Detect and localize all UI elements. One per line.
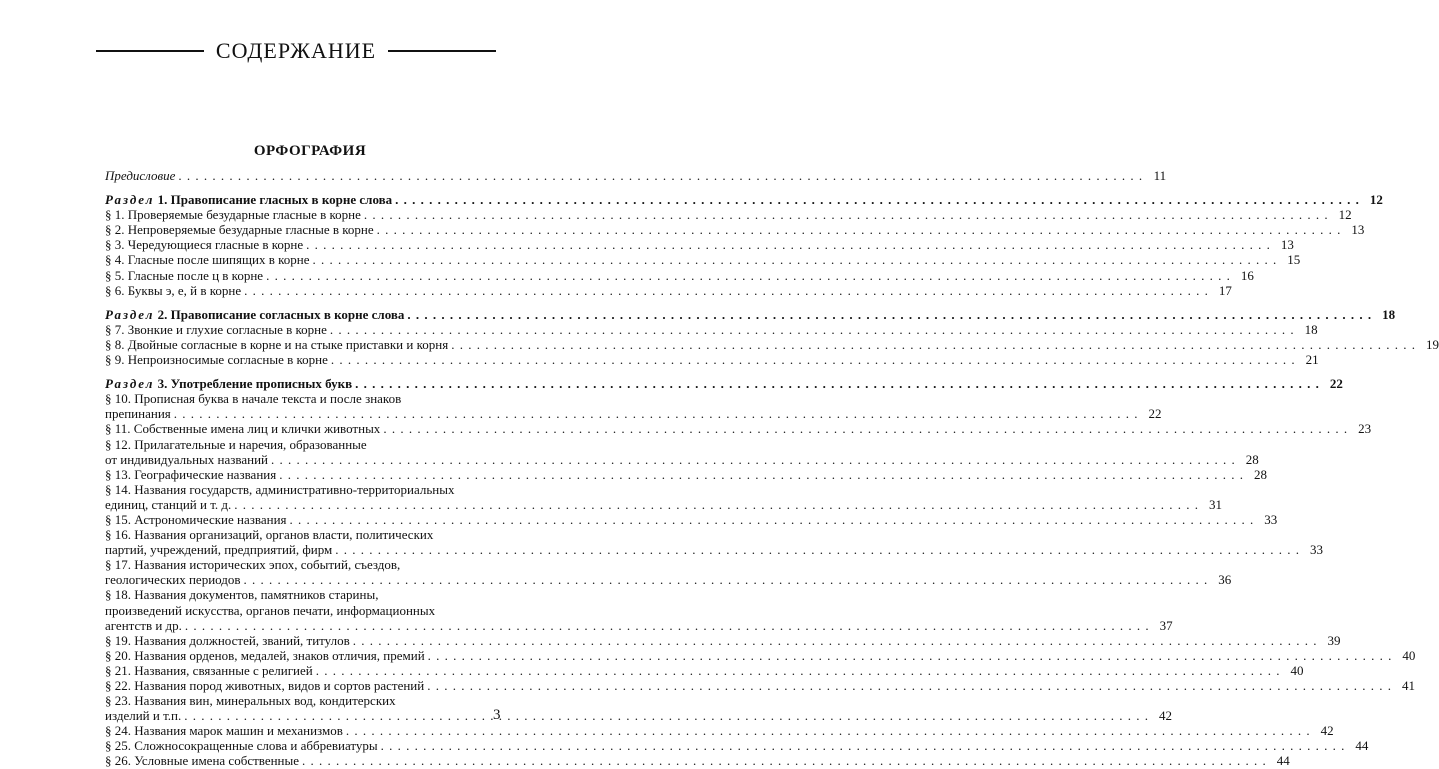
toc-entry[interactable] (105, 557, 515, 572)
toc-entry[interactable] (105, 437, 515, 452)
toc-entry[interactable] (105, 282, 1232, 298)
dot-leader (178, 168, 1143, 183)
dot-leader (266, 268, 1231, 283)
toc-entry[interactable] (105, 647, 1416, 663)
toc-entry-label: § 12. Прилагательные и наречия, образованные (105, 436, 367, 452)
dot-leader (302, 753, 1267, 768)
toc-entry[interactable] (105, 753, 1290, 769)
toc-entry-label: § 10. Прописная буква в начале текста и после знаков (105, 391, 402, 407)
toc-entry-label: § 25. Сложносокращенные слова и аббревиатуры (105, 738, 378, 754)
page-number: 3 (493, 707, 501, 723)
toc-entry[interactable] (105, 336, 1439, 352)
toc-entry[interactable] (105, 603, 515, 618)
toc-section-label (105, 376, 352, 391)
dot-leader (427, 678, 1392, 693)
toc-entry-label: произведений искусства, органов печати, информационных (105, 602, 436, 618)
dot-leader (279, 467, 1244, 482)
toc-entry-label: § 17. Названия исторических эпох, событий, съездов, (105, 557, 401, 573)
toc-entry[interactable] (105, 321, 1318, 337)
toc-section-label (105, 307, 404, 322)
toc-entry[interactable] (105, 252, 1301, 268)
dot-leader (353, 633, 1318, 648)
dot-leader (312, 252, 1277, 267)
toc-entry-page: 15 (1287, 252, 1301, 268)
toc-entry-page: 31 (1209, 496, 1223, 512)
section-title: ОРФОГРАФИЯ (253, 143, 367, 159)
toc-entry-label: от индивидуальных названий (105, 451, 268, 467)
toc-section-page: 12 (1369, 192, 1383, 208)
dot-leader (331, 352, 1296, 367)
dot-leader (290, 512, 1255, 527)
toc-entry[interactable] (105, 632, 1341, 648)
dot-leader (174, 406, 1139, 421)
toc-entry-label: § 15. Астрономические названия (105, 511, 287, 527)
toc-entry-page: 33 (1264, 511, 1278, 527)
toc-entry[interactable] (105, 496, 1223, 512)
toc-entry-page: 40 (1290, 662, 1304, 678)
dot-leader (383, 421, 1348, 436)
toc-entry-label: § 24. Названия марок машин и механизмов (105, 723, 343, 739)
section-heading-text: 2. Правописание согласных в корне слова (154, 306, 405, 322)
toc-entry[interactable] (105, 723, 1334, 739)
section-heading-text: 1. Правописание гласных в корне слова (154, 192, 393, 208)
toc-entry-label: § 11. Собственные имена лиц и клички животных (105, 421, 381, 437)
toc-entry[interactable] (105, 482, 515, 497)
group-spacer (105, 367, 515, 376)
dot-leader (335, 542, 1300, 557)
section-heading-text: 3. Употребление прописных букв (154, 376, 353, 392)
toc-entry-page: 39 (1327, 632, 1341, 648)
toc-entry-page: 22 (1148, 406, 1162, 422)
toc-entry-label: § 13. Географические названия (105, 466, 277, 482)
dot-leader (364, 207, 1329, 222)
toc-section-heading[interactable] (105, 192, 1383, 208)
toc-entry-page: 11 (1153, 168, 1167, 183)
toc-entry[interactable] (105, 267, 1254, 283)
toc-entry-label: § 26. Условные имена собственные (105, 753, 300, 769)
toc-entry-label: § 20. Названия орденов, медалей, знаков отличия, премий (105, 647, 425, 663)
contents-title: СОДЕРЖАНИЕ (215, 38, 377, 63)
dot-leader (330, 322, 1295, 337)
toc-entry-label: агентств и др. (105, 617, 182, 633)
toc-entry-page: 18 (1304, 321, 1318, 337)
toc-entry[interactable] (105, 222, 1365, 238)
dot-leader (381, 738, 1346, 753)
toc-entry-label: § 6. Буквы э, е, й в корне (105, 282, 242, 298)
dot-leader (346, 723, 1311, 738)
group-spacer (105, 183, 515, 192)
toc-entry-label: § 9. Непроизносимые согласные в корне (105, 352, 328, 368)
toc-entry-label: § 18. Названия документов, памятников старины, (105, 587, 379, 603)
toc-entry-label: партий, учреждений, предприятий, фирм (105, 542, 333, 558)
toc-entry[interactable] (105, 542, 1324, 558)
toc-entry[interactable] (105, 391, 515, 406)
toc-entry[interactable] (105, 406, 1162, 422)
section-prefix: Раздел (105, 306, 155, 322)
toc-entry-label: изделий и т.п. (105, 708, 182, 724)
toc-entry-page: 12 (1338, 207, 1352, 223)
toc-entry-page: 42 (1159, 708, 1173, 724)
toc-entry-page: 17 (1218, 282, 1232, 298)
toc-entry[interactable] (105, 708, 1173, 724)
toc-entry-page: 36 (1218, 572, 1232, 588)
toc-entry-page: 41 (1401, 678, 1415, 693)
toc-entry-page: 28 (1245, 451, 1259, 467)
toc-entry-page: 33 (1310, 542, 1324, 558)
dot-leader (244, 283, 1209, 298)
toc-entry-label: § 2. Непроверяемые безударные гласные в корне (105, 222, 374, 238)
toc-entry-page: 44 (1355, 738, 1369, 754)
toc-entry[interactable] (105, 511, 1278, 527)
toc-entry-label: § 21. Названия, связанные с религией (105, 662, 313, 678)
group-spacer (105, 298, 515, 307)
toc-entry-label: единиц, станций и т. д. (105, 496, 232, 512)
toc-entry[interactable] (105, 662, 1304, 678)
toc-entry-label: § 16. Названия организаций, органов власти, политических (105, 527, 434, 543)
toc-entry-page: 37 (1159, 617, 1173, 633)
toc-entry-page: 28 (1253, 466, 1267, 482)
toc-entry-label: Предисловие (105, 168, 176, 183)
toc-entry-preface[interactable] (105, 168, 1167, 183)
toc-entry-label: § 5. Гласные после ц в корне (105, 267, 264, 283)
header-rule-left (96, 50, 204, 52)
toc-entry-label: § 19. Названия должностей, званий, титулов (105, 632, 350, 648)
toc-entry-page: 44 (1276, 753, 1290, 769)
toc-section-heading[interactable] (105, 306, 1396, 322)
toc-entry[interactable] (105, 572, 1232, 588)
dot-leader (316, 663, 1281, 678)
toc-entry-label: § 23. Названия вин, минеральных вод, кондитерских (105, 693, 396, 709)
toc-entry-label: § 22. Названия пород животных, видов и сортов растений (105, 678, 425, 693)
toc-entry[interactable] (105, 527, 515, 542)
toc-entry[interactable] (105, 587, 515, 602)
dot-leader (355, 376, 1320, 391)
table-of-contents (105, 168, 1439, 769)
toc-entry-page: 40 (1402, 647, 1416, 663)
toc-entry-label: § 1. Проверяемые безударные гласные в корне (105, 207, 361, 223)
toc-entry[interactable] (105, 466, 1267, 482)
toc-entry-label: § 7. Звонкие и глухие согласные в корне (105, 321, 327, 337)
toc-entry[interactable] (105, 617, 1173, 633)
toc-entry-label: геологических периодов (105, 572, 241, 588)
toc-entry[interactable] (105, 421, 1372, 437)
toc-entry[interactable] (105, 451, 1259, 467)
dot-leader (306, 237, 1271, 252)
toc-entry[interactable] (105, 693, 515, 708)
toc-entry-label: препинания (105, 406, 171, 422)
toc-entry-page: 19 (1425, 336, 1439, 352)
dot-leader (407, 307, 1372, 322)
toc-entry[interactable] (105, 738, 1369, 754)
toc-entry[interactable] (105, 352, 1319, 368)
header-rule-right (388, 50, 496, 52)
section-prefix: Раздел (105, 192, 155, 208)
dot-leader (184, 708, 1149, 723)
toc-section-page: 18 (1382, 306, 1396, 322)
dot-leader (244, 572, 1209, 587)
toc-section-heading[interactable] (105, 376, 1343, 392)
dot-leader (271, 452, 1236, 467)
toc-entry-label: § 14. Названия государств, административно-территориальных (105, 481, 455, 497)
toc-entry[interactable] (105, 207, 1352, 223)
toc-entry[interactable] (105, 678, 1415, 693)
dot-leader (428, 648, 1393, 663)
toc-entry-page: 42 (1320, 723, 1334, 739)
toc-entry-page: 16 (1240, 267, 1254, 283)
toc-entry-label: § 8. Двойные согласные в корне и на стыке приставки и корня (105, 336, 449, 352)
toc-entry-page: 13 (1351, 222, 1365, 238)
dot-leader (395, 192, 1360, 207)
dot-leader (234, 497, 1199, 512)
dot-leader (185, 618, 1150, 633)
toc-section-page: 22 (1329, 376, 1343, 392)
toc-section-label (105, 192, 392, 207)
toc-entry-label: § 3. Чередующиеся гласные в корне (105, 237, 304, 253)
toc-entry-page: 21 (1305, 352, 1319, 368)
contents-header (96, 36, 496, 66)
toc-entry-page: 13 (1280, 237, 1294, 253)
dot-leader (451, 337, 1416, 352)
toc-entry-page: 23 (1358, 421, 1372, 437)
toc-entry-label: § 4. Гласные после шипящих в корне (105, 252, 310, 268)
toc-entry[interactable] (105, 237, 1294, 253)
section-prefix: Раздел (105, 376, 155, 392)
dot-leader (377, 222, 1342, 237)
